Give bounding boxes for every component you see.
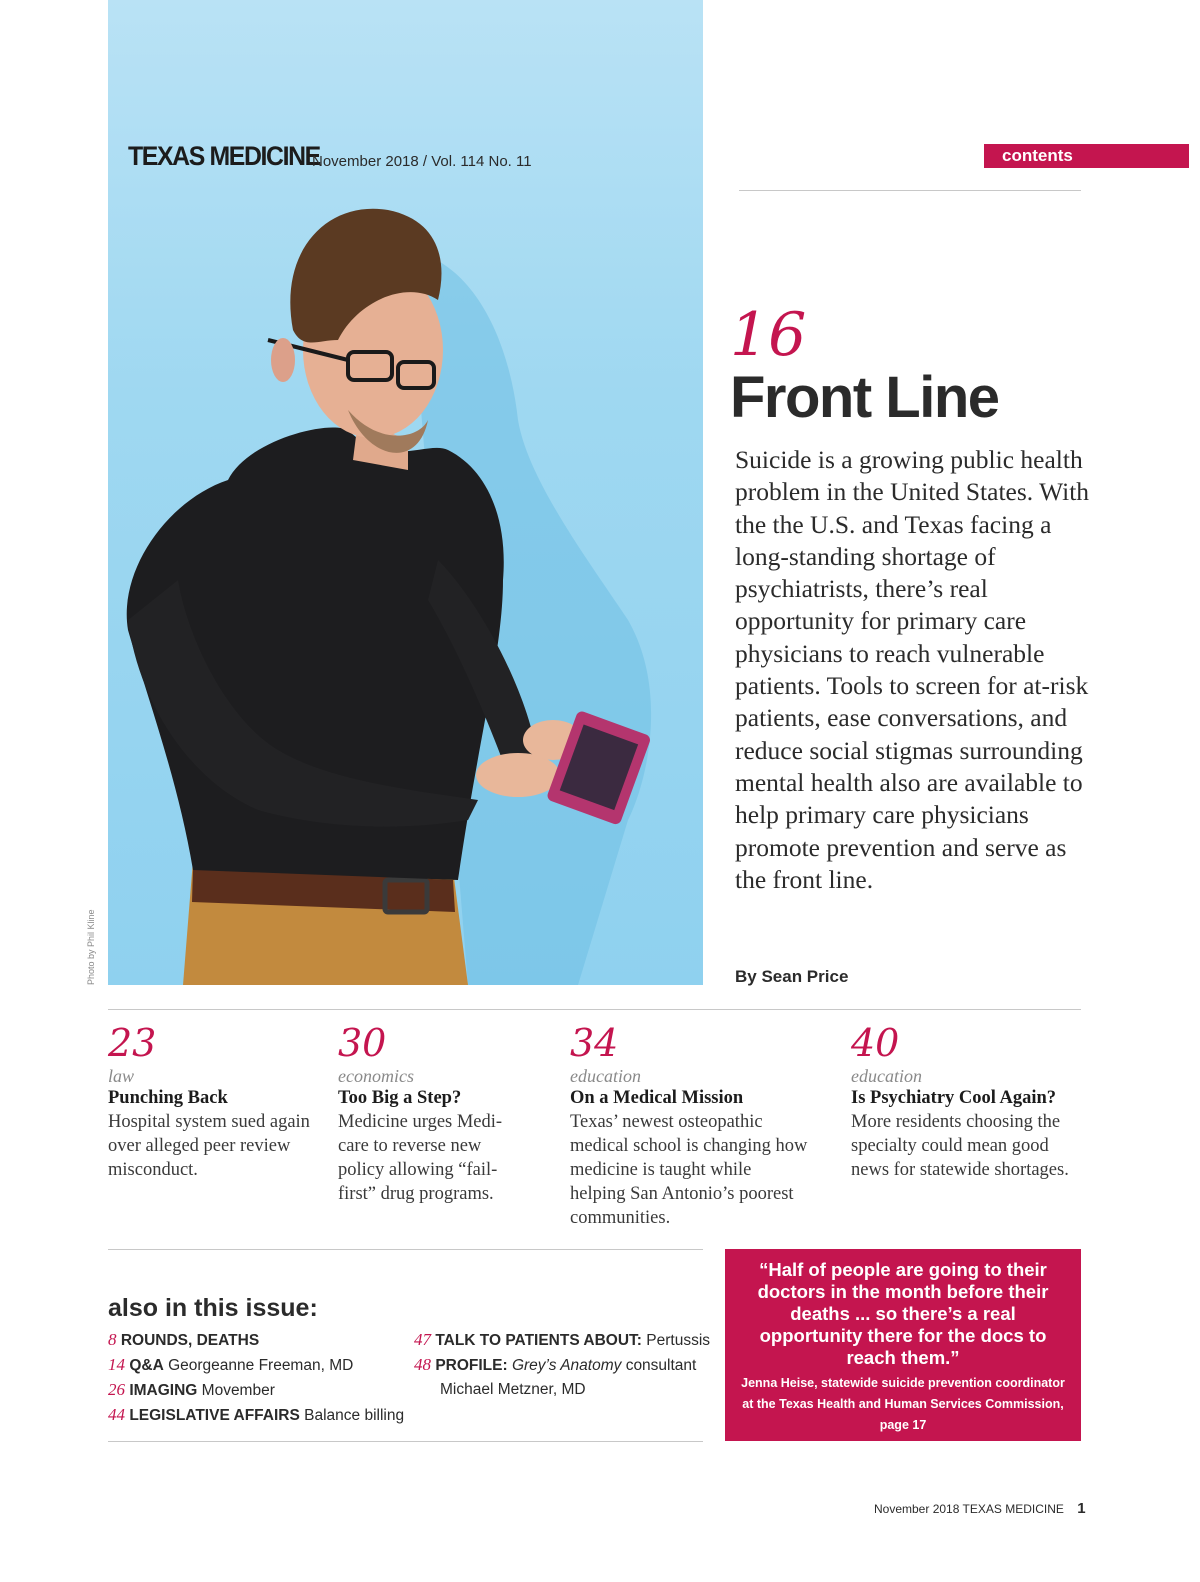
story-description: Hospital system sued again over alleged peer review misconduct. [108,1112,310,1180]
item-text-continued: Michael Metzner, MD [440,1381,586,1398]
story-category: law [108,1066,135,1086]
item-text: Movember [201,1382,275,1399]
bottom-rule [108,1441,703,1442]
lower-rule [108,1249,703,1250]
also-list-right [414,1328,710,1402]
item-text: Pertussis [646,1332,711,1349]
item-section: PROFILE: [435,1357,508,1374]
list-item[interactable] [414,1328,710,1353]
story-page: 23 [108,1021,157,1065]
contents-tab: contents [984,144,1189,168]
story-title: Too Big a Step? [338,1088,462,1108]
pull-quote-attribution: Jenna Heise, statewide suicide prevention coordinator at the Texas Health and Human Services Commission, page 17 [741,1376,1065,1432]
story-title: Punching Back [108,1088,228,1108]
page-footer [874,1500,1086,1517]
story-title: On a Medical Mission [570,1088,744,1108]
page-number: 1 [1077,1500,1086,1517]
story-page: 30 [338,1021,387,1065]
item-text: Georgeanne Freeman, MD [168,1357,354,1374]
item-section: Q&A [129,1357,164,1374]
story-item[interactable] [108,1020,318,1182]
also-list-left [108,1328,404,1428]
story-description: Texas’ newest osteopathic medical school is changing how medicine is taught while helping San Antonio’s poorest communities. [570,1112,808,1228]
story-description: Medicine urges Medi-care to reverse new policy allowing “fail-first” drug programs. [338,1112,503,1204]
story-category: economics [338,1066,414,1086]
item-page: 26 [108,1380,125,1399]
list-item[interactable] [108,1353,404,1378]
list-item[interactable] [108,1328,404,1353]
item-page: 8 [108,1330,117,1349]
story-description: More residents choosing the specialty could mean good news for statewide shortages. [851,1112,1069,1180]
item-section: ROUNDS, DEATHS [120,1332,260,1349]
list-item[interactable] [108,1378,404,1403]
top-rule [739,190,1081,191]
story-page: 34 [570,1021,619,1065]
story-item[interactable] [851,1020,1081,1182]
story-category: education [570,1066,641,1086]
story-title: Is Psychiatry Cool Again? [851,1088,1057,1108]
issue-date: November 2018 / Vol. 114 No. 11 [312,153,532,170]
mid-rule [108,1009,1081,1010]
photo-credit: Photo by Phil Kline [86,909,96,985]
story-category: education [851,1066,922,1086]
also-in-issue-heading: also in this issue: [108,1294,318,1322]
item-text: consultant [625,1357,697,1374]
story-page: 40 [851,1021,900,1065]
item-section: LEGISLATIVE AFFAIRS [129,1407,300,1424]
lead-story-body: Suicide is a growing public health problem in the United States. With the the U.S. and Texas facing a long-standing shortage of psychiatrists, there’s real opportunity for primary care physicians to reach vulnerable patients. Tools to screen for at-risk patients, ease conversations, and reduce social stigmas surrounding mental health also are available to help primary care physicians promote prevention and serve as the front line. [735,445,1090,894]
item-page: 47 [414,1330,431,1349]
item-text: Balance billing [304,1407,405,1424]
masthead-title: TEXAS MEDICINE [128,141,320,171]
story-item[interactable] [570,1020,810,1230]
item-page: 48 [414,1355,431,1374]
pull-quote-box [725,1249,1081,1441]
item-section: IMAGING [129,1382,198,1399]
item-page: 44 [108,1405,125,1424]
item-section: TALK TO PATIENTS ABOUT: [435,1332,642,1349]
list-item[interactable] [108,1403,404,1428]
item-text-italic: Grey’s Anatomy [511,1357,622,1374]
list-item[interactable] [414,1353,710,1378]
item-page: 14 [108,1355,125,1374]
pull-quote-text: “Half of people are going to their doctors in the month before their deaths ... so there’s a real opportunity there for the docs to reach them.” [757,1259,1049,1368]
story-item[interactable] [338,1020,518,1206]
lead-story-byline: By Sean Price [735,967,849,986]
footer-date: November 2018 [874,1502,960,1516]
footer-publication: TEXAS MEDICINE [962,1502,1064,1516]
lead-story-title: Front Line [730,365,999,430]
lead-story-page: 16 [730,300,807,370]
